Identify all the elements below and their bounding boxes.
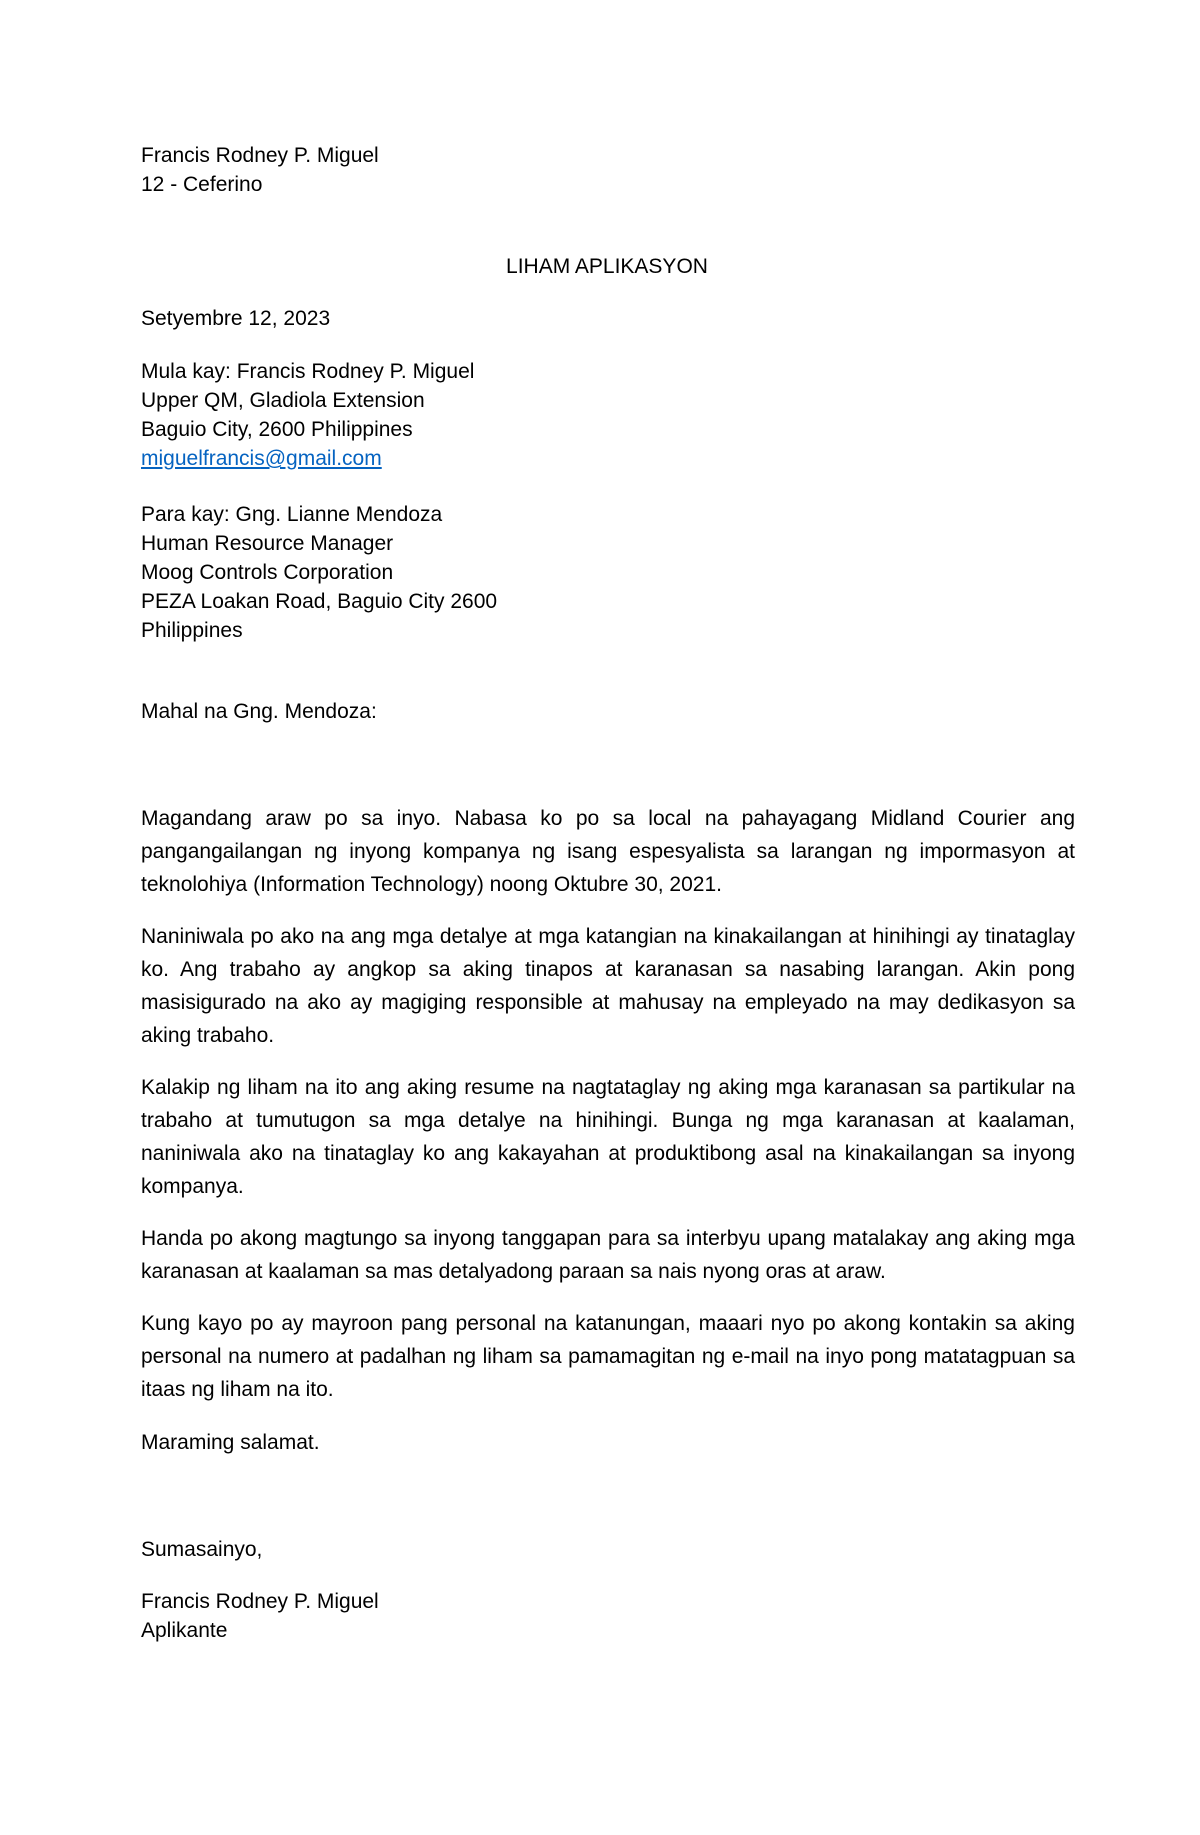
paragraph-4: Handa po akong magtungo sa inyong tanggapan para sa interbyu upang matalakay ang aking mga karanasan at kaalaman sa mas detalyadong paraan sa nais nyong oras at araw. xyxy=(141,1227,1075,1283)
recipient-block xyxy=(141,500,1075,645)
sender-email-link[interactable]: miguelfrancis@gmail.com xyxy=(141,447,382,470)
header-name: Francis Rodney P. Miguel xyxy=(141,144,379,167)
sender-line-2: Upper QM, Gladiola Extension xyxy=(141,389,425,412)
signature-role: Aplikante xyxy=(141,1619,228,1642)
letter-title: LIHAM APLIKASYON xyxy=(506,255,708,278)
thanks-line: Maraming salamat. xyxy=(141,1431,320,1454)
recipient-line-3: Moog Controls Corporation xyxy=(141,561,394,584)
signature-block xyxy=(141,1587,1075,1645)
header-block xyxy=(141,141,1075,199)
closing-line: Sumasainyo, xyxy=(141,1538,263,1561)
paragraph-2: Naniniwala po ako na ang mga detalye at mga katangian na kinakailangan at hinihingi ay tinataglay ko. Ang trabaho ay angkop sa aking tinapos at karanasan sa nasabing larangan. Akin pong masisigurado na ako ay magiging responsible at mahusay na empleyado na may dedikasyon sa aking trabaho. xyxy=(141,925,1075,1047)
sender-block xyxy=(141,357,1075,473)
recipient-line-5: Philippines xyxy=(141,619,243,642)
paragraph-5: Kung kayo po ay mayroon pang personal na katanungan, maaari nyo po akong kontakin sa aking personal na numero at padalhan ng liham sa pamamagitan ng e-mail na inyo pong matatagpuan sa itaas ng liham na ito. xyxy=(141,1312,1075,1401)
letter-date: Setyembre 12, 2023 xyxy=(141,307,331,330)
recipient-line-2: Human Resource Manager xyxy=(141,532,394,555)
sender-line-3: Baguio City, 2600 Philippines xyxy=(141,418,413,441)
salutation: Mahal na Gng. Mendoza: xyxy=(141,700,377,723)
header-section: 12 - Ceferino xyxy=(141,173,263,196)
recipient-line-1: Para kay: Gng. Lianne Mendoza xyxy=(141,503,443,526)
signature-name: Francis Rodney P. Miguel xyxy=(141,1590,379,1613)
sender-line-1: Mula kay: Francis Rodney P. Miguel xyxy=(141,360,475,383)
recipient-line-4: PEZA Loakan Road, Baguio City 2600 xyxy=(141,590,498,613)
paragraph-3: Kalakip ng liham na ito ang aking resume na nagtataglay ng aking mga karanasan sa partikular na trabaho at tumutugon sa mga detalye na hinihingi. Bunga ng mga karanasan at kaalaman, naniniwala ako na tinataglay ko ang kakayahan at produktibong asal na kinakailangan sa inyong kompanya. xyxy=(141,1076,1075,1198)
paragraph-1: Magandang araw po sa inyo. Nabasa ko po sa local na pahayagang Midland Courier ang pangangailangan ng inyong kompanya ng isang espesyalista sa larangan ng impormasyon at teknolohiya (Information Technology) noong Oktubre 30, 2021. xyxy=(141,807,1075,896)
